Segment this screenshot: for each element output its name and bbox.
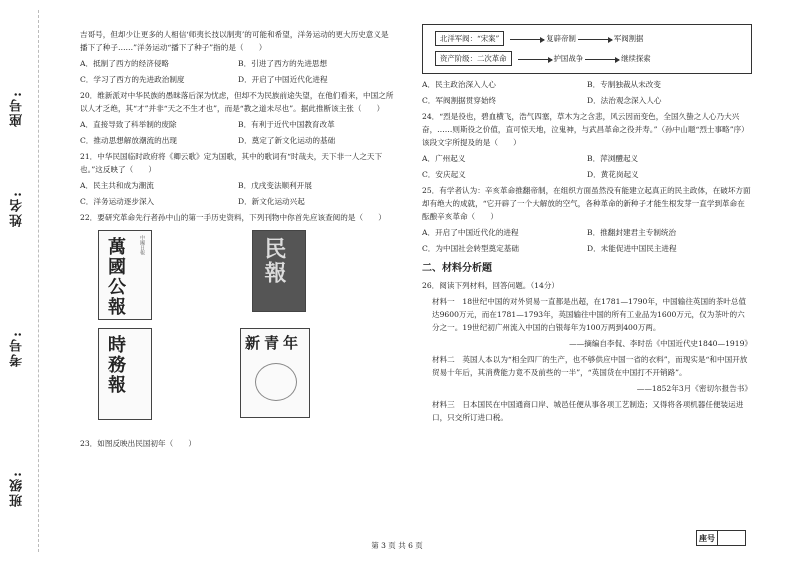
arrow-icon (510, 39, 544, 40)
newspaper-images (80, 228, 396, 433)
option: C．学习了西方的先进政治制度 (80, 75, 185, 84)
arrow-icon (578, 39, 612, 40)
newspaper-xinqingnian (240, 328, 310, 418)
option: A．抵制了西方的经济侵略 (80, 59, 170, 68)
newspaper-title: 新青年 (245, 334, 303, 352)
option: D．未能促进中国民主进程 (587, 244, 677, 253)
binding-line (38, 10, 39, 552)
question-24: 24．“烈是役也，碧血横飞，浩气四塞，草木为之含悲，风云因而变色，全国久蛰之人心乃大兴奋，……则斯役之价值，直可惊天地，泣鬼神，与武昌革命之役并寿。”（孙中山题“烈士事略”序）该段文字所提及的是（ ） (422, 112, 749, 147)
q20-options (80, 118, 396, 150)
q25-options (422, 226, 752, 258)
question-26: 26．阅读下列材料，回答问题。（14分） (422, 281, 560, 290)
left-column (80, 28, 396, 453)
question-19-tail: 吉哥号，但却少让更多的人相信‘师夷长技以制夷’的可能和希望，洋务运动的更大历史意义是播下了种子……”洋务运动“播下了种子”指的是（ ） (80, 30, 389, 52)
option: C．推动思想解放潮流的出现 (80, 136, 177, 145)
exam-no-label: 考号: (10, 330, 25, 367)
question-22: 22．要研究革命先行者孙中山的第一手历史资料，下列刊物中你首先应该查阅的是（ ） (80, 213, 386, 222)
option: B．萍浏醴起义 (587, 154, 639, 163)
option: D．黄花岗起义 (587, 170, 639, 179)
flow-node: 复辟帝制 (546, 34, 576, 43)
newspaper-wanguo (98, 230, 152, 320)
newspaper-side-text: 中國日報 (139, 235, 145, 255)
flow-row-bourgeoisie (431, 51, 651, 66)
newspaper-title: 萬國公報 (105, 237, 126, 317)
q24-options (422, 152, 752, 184)
question-20: 20．维新派对中华民族的愚昧落后深为忧虑，但却不为民族前途失望，在他们看来，中国之所以人才乏绝，其“才”并非“天之不生才也”，而是“教之道未尽也”。据此推断该主张（ ） (80, 91, 394, 113)
option: A．民主政治深入人心 (422, 80, 496, 89)
option: A．开启了中国近代化的进程 (422, 228, 519, 237)
option: A．民主共和成为潮流 (80, 181, 154, 190)
option: C．洋务运动逐步深入 (80, 197, 155, 206)
newspaper-title: 時務報 (105, 335, 126, 395)
q21-options (80, 179, 396, 211)
question-21: 21．中华民国临时政府将《卿云歌》定为国歌，其中的歌词有“时哉夫，天下非一人之天下也。”这反映了（ ） (80, 152, 383, 174)
option: C．军阀割据贯穿始终 (422, 96, 497, 105)
q23-options (422, 78, 752, 110)
option: D．奠定了新文化运动的基础 (238, 136, 336, 145)
class-label: 班级: (10, 470, 25, 507)
flow-row-warlords (431, 31, 643, 46)
flow-diagram (422, 24, 752, 74)
option: D．法治观念深入人心 (587, 96, 662, 105)
name-label: 姓名: (10, 190, 25, 227)
q19-options (80, 57, 396, 89)
question-25: 25．有学者认为：辛亥革命推翻帝制，在组织方面虽然没有能建立起真正的民主政体，在破坏方面却有绝大的成就，“它开辟了一个大解放的空气，各种革命的新种子才能生根发芽一直学到革命在酝酿辛亥革命（ ） (422, 186, 751, 221)
material-2: 材料二 英国人本以为“相全四厂的生产，也不够供应中国一省的衣料”，而现实是“和中国开放贸易十年后，其消费能力竟不及前些的一半”，“英国货在中国打不开销路”。 (432, 355, 748, 377)
arrow-icon (585, 59, 619, 60)
arrow-icon (518, 59, 552, 60)
newspaper-title: 民報 (261, 237, 287, 285)
option: D．新文化运动兴起 (238, 197, 305, 206)
option: B．专制独裁从未改变 (587, 80, 661, 89)
option: B．有利于近代中国教育改革 (238, 120, 335, 129)
option: A．广州起义 (422, 154, 466, 163)
option: B．推翻封建君主专制统治 (587, 228, 677, 237)
option: D．开启了中国近代化进程 (238, 75, 328, 84)
option: A．直接导致了科举制的废除 (80, 120, 177, 129)
page-number: 第 3 页 共 6 页 (371, 541, 423, 550)
option: C．安庆起义 (422, 170, 466, 179)
right-column (422, 22, 752, 427)
question-23: 23．如图反映出民国初年（ ） (80, 439, 196, 448)
seat-label: 座号: (10, 90, 25, 127)
newspaper-minbao (252, 230, 306, 312)
material-2-source: ——1852年3月《密切尔报告书》 (636, 384, 752, 393)
flow-node: 北洋军阀：“宋案” (435, 31, 504, 46)
material-1: 材料一 18世纪中国的对外贸易一直都是出超，在1781—1790年，中国输往英国的茶叶总值达9600万元，而在1781—1793年，英国输往中国的所有工业品为1600万元，仅为茶叶的六分之一。19世纪初广州流入中国的白银每年为100万两到400万两。 (432, 297, 747, 332)
flow-node: 资产阶级：二次革命 (435, 51, 512, 66)
option: B．引进了西方的先进思想 (238, 59, 328, 68)
option: C．为中国社会转型奠定基础 (422, 244, 519, 253)
newspaper-shiwubao (98, 328, 152, 420)
seat-box-label: 座号 (697, 531, 718, 545)
section-title: 二、材料分析题 (422, 263, 492, 274)
material-3: 材料三 日本国民在中国通商口岸、城邑任便从事各项工艺制造；又得将各项机器任便装运进口，只交所订进口税。 (432, 400, 744, 422)
portrait-icon (255, 363, 297, 401)
seat-number-box (696, 530, 746, 546)
flow-node: 护国战争 (553, 54, 584, 63)
material-1-source: ——摘编自李侃、李时岳《中国近代史1840—1919》 (569, 339, 752, 348)
option: B．戊戌变法顺利开展 (238, 181, 312, 190)
flow-node: 继续探索 (621, 54, 651, 63)
flow-node: 军阀割据 (613, 34, 644, 43)
